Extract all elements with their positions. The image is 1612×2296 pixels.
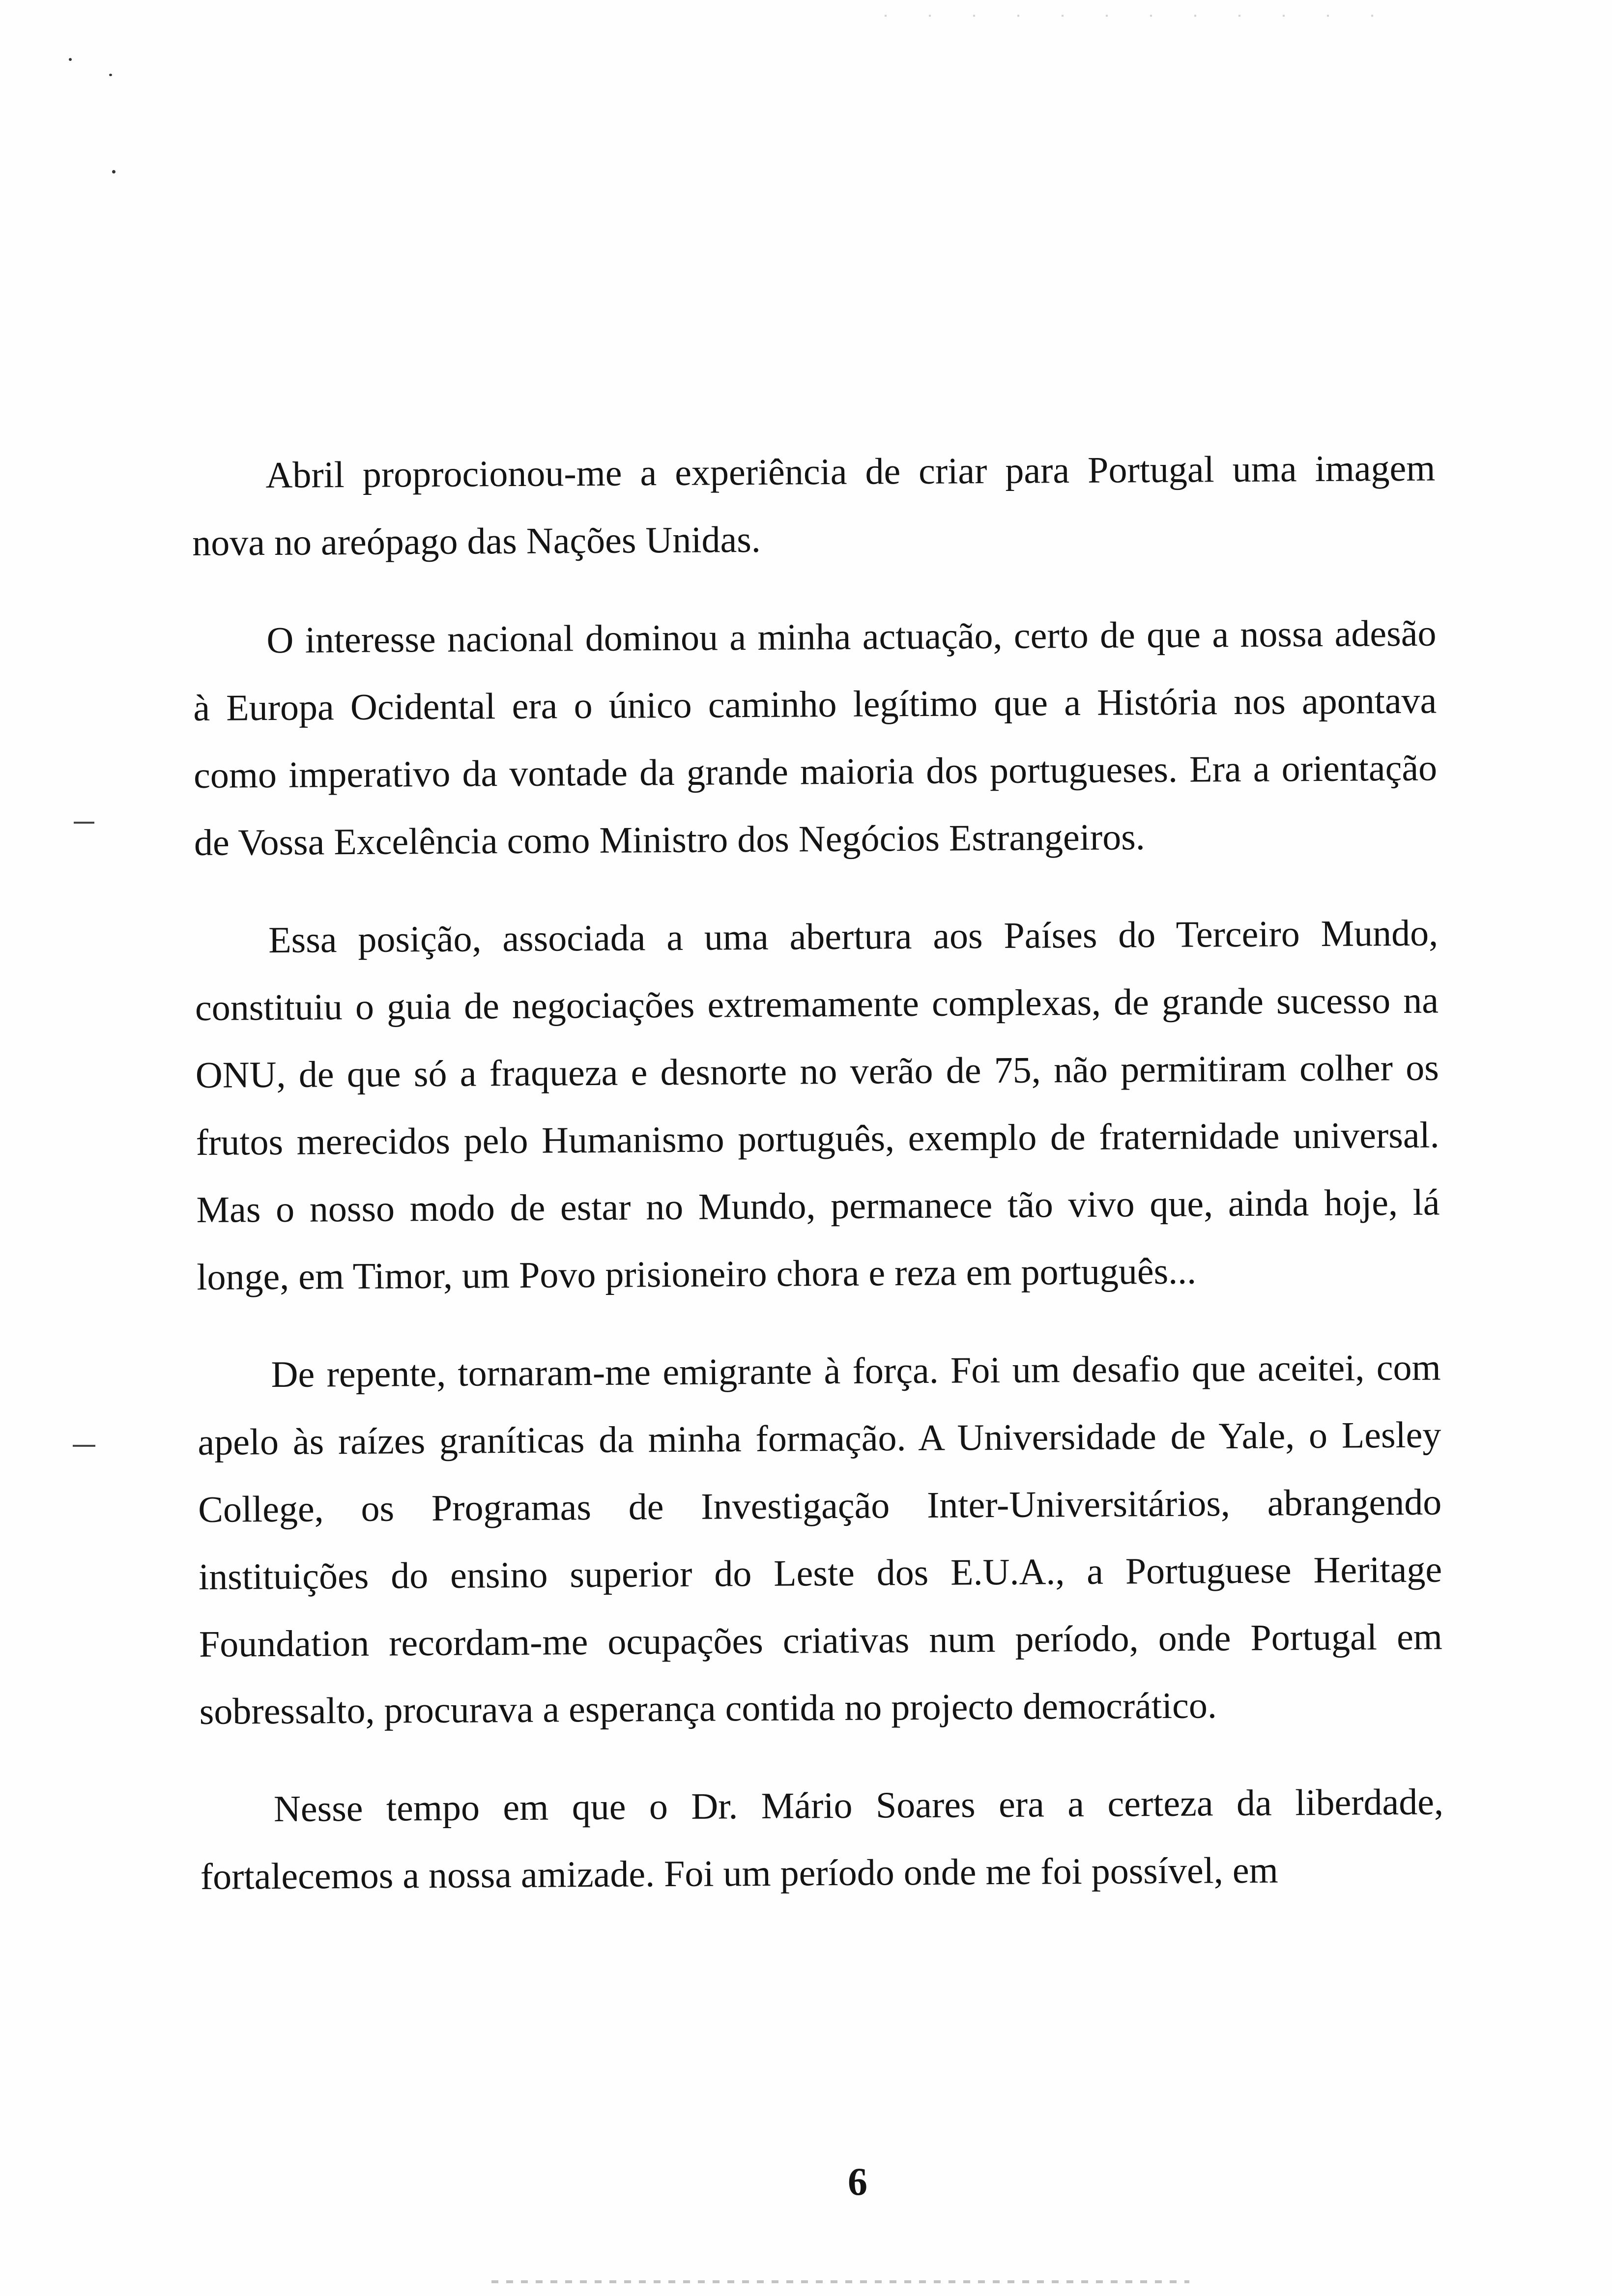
paragraph: Essa posição, associada a uma abertura aos Países do Terceiro Mundo, constituiu o guia de negociações extremamente complexas, de grande sucesso na ONU, de que só a fraqueza e desnorte no verão de 75, não permitiram colher os frutos merecidos pelo Humanismo português, exemplo de fraternidade universal. Mas o nosso modo de estar no Mundo, permanece tão vivo que, ainda hoje, lá longe, em Timor, um Povo prisioneiro chora e reza em português... (195, 912, 1440, 1298)
paragraph: Abril proprocionou-me a experiência de criar para Portugal uma imagem nova no areópago das Nações Unidas. (192, 447, 1436, 564)
paragraph: O interesse nacional dominou a minha actuação, certo de que a nossa adesão à Europa Ocidental era o único caminho legítimo que a História nos apontava como imperativo da vontade da grande maioria dos portugueses. Era a orientação de Vossa Excelência como Ministro dos Negócios Estrangeiros. (193, 612, 1438, 863)
page-number: 6 (848, 2160, 867, 2204)
document-body (192, 435, 1444, 1941)
scan-noise-bottom (491, 2280, 1189, 2283)
scan-speck (109, 74, 112, 76)
scan-speck (69, 58, 72, 61)
scan-noise-top (885, 15, 1376, 17)
scan-mark (73, 1445, 95, 1447)
scan-mark (74, 822, 94, 824)
paragraph: De repente, tornaram-me emigrante à força. Foi um desafio que aceitei, com apelo às raízes graníticas da minha formação. A Universidade de Yale, o Lesley College, os Programas de Investigação Inter-Universitários, abrangendo instituições do ensino superior do Leste dos E.U.A., a Portuguese Heritage Foundation recordam-me ocupações criativas num período, onde Portugal em sobressalto, procurava a esperança contida no projecto democrático. (198, 1347, 1443, 1732)
paragraph: Nesse tempo em que o Dr. Mário Soares era a certeza da liberdade, fortalecemos a nossa amizade. Foi um período onde me foi possível, em (200, 1781, 1444, 1897)
scan-speck (112, 170, 115, 173)
